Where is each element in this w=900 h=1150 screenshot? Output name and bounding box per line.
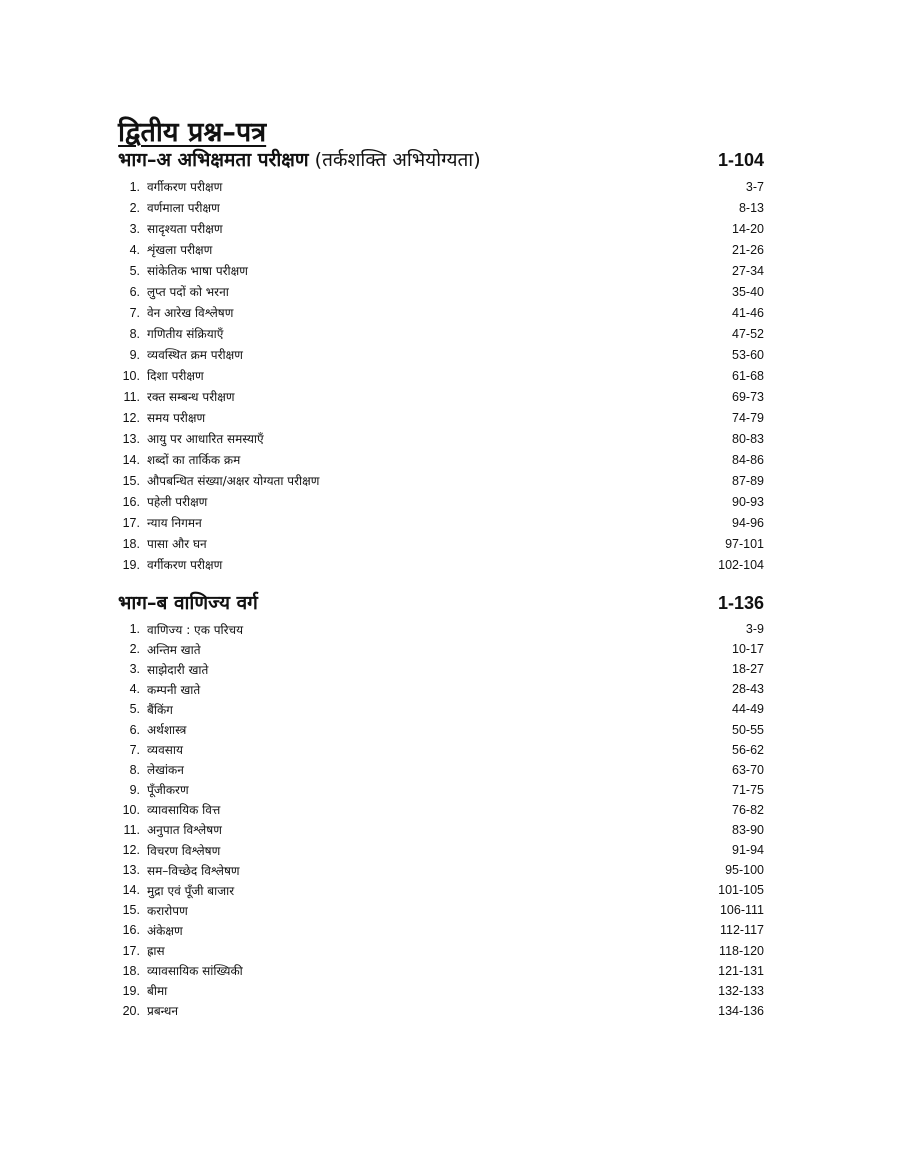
toc-entry-pages: 112-117	[719, 923, 764, 938]
toc-entry	[118, 961, 764, 981]
toc-entry-title: रक्त सम्बन्ध परीक्षण	[147, 390, 235, 404]
toc-entry-title: मुद्रा एवं पूँजी बाजार	[147, 883, 235, 898]
toc-entry	[118, 554, 764, 575]
toc-entry-number: 15.	[122, 473, 140, 488]
toc-entry-pages: 18-27	[732, 662, 764, 677]
toc-entry-title: शृंखला परीक्षण	[147, 243, 213, 257]
toc-entry-title: बैंकिंग	[147, 702, 173, 717]
toc-entry-title: अन्तिम खाते	[147, 642, 201, 657]
toc-entry	[118, 679, 764, 699]
toc-entry-number: 10.	[122, 802, 140, 817]
toc-list	[118, 176, 764, 575]
toc-entry	[118, 218, 764, 239]
toc-entry-number: 11.	[123, 389, 140, 404]
section-a	[118, 146, 764, 575]
toc-entry-number: 2.	[129, 200, 140, 215]
toc-entry	[118, 470, 764, 491]
toc-entry-pages: 84-86	[732, 452, 764, 467]
toc-entry-number: 7.	[129, 742, 140, 757]
toc-entry-pages: 121-131	[718, 963, 764, 978]
toc-entry-pages: 71-75	[732, 782, 764, 797]
toc-entry-title: सादृश्यता परीक्षण	[147, 222, 223, 236]
toc-entry-pages: 10-17	[732, 642, 764, 657]
toc-entry	[118, 880, 764, 900]
section-header	[118, 146, 764, 174]
toc-entry-title: गणितीय संक्रियाएँ	[147, 327, 224, 341]
section-b	[118, 589, 764, 1021]
toc-entry-pages: 83-90	[732, 822, 764, 837]
section-title	[118, 589, 258, 615]
toc-entry-title: व्यावसायिक सांख्यिकी	[147, 964, 243, 979]
toc-entry-pages: 21-26	[732, 242, 764, 257]
toc-entry-pages: 3-9	[745, 622, 764, 637]
toc-entry-number: 4.	[129, 242, 140, 257]
toc-entry-title: ह्रास	[147, 944, 165, 959]
toc-entry-pages: 106-111	[719, 903, 764, 918]
toc-entry-number: 19.	[122, 983, 140, 998]
toc-entry-pages: 3-7	[745, 179, 764, 194]
toc-entry-title: प्रबन्धन	[147, 1004, 179, 1019]
toc-entry-title: व्यवसाय	[147, 743, 183, 758]
toc-entry-title: लुप्त पदों को भरना	[147, 285, 229, 299]
toc-entry-number: 10.	[122, 368, 140, 383]
toc-entry-number: 3.	[129, 221, 140, 236]
toc-entry-pages: 102-104	[718, 557, 764, 572]
page-title: द्वितीय प्रश्न–पत्र	[118, 117, 267, 148]
toc-entry	[118, 428, 764, 449]
toc-entry-title: पूँजीकरण	[147, 783, 189, 798]
toc-entry	[118, 719, 764, 739]
toc-entry-number: 11.	[123, 822, 140, 837]
toc-entry-number: 6.	[129, 284, 140, 299]
toc-entry	[118, 239, 764, 260]
toc-entry	[118, 407, 764, 428]
toc-entry-number: 1.	[129, 179, 140, 194]
toc-entry-title: समय परीक्षण	[147, 411, 206, 425]
toc-entry	[118, 323, 764, 344]
toc-entry-title: वेन आरेख विश्लेषण	[147, 306, 234, 320]
section-title-main: भाग–अ अभिक्षमता परीक्षण	[118, 149, 309, 171]
toc-entry-pages: 8-13	[738, 200, 764, 215]
toc-entry-number: 16.	[122, 494, 140, 509]
toc-entry	[118, 860, 764, 880]
toc-entry-title: वाणिज्य : एक परिचय	[147, 622, 244, 637]
toc-entry	[118, 302, 764, 323]
toc-entry-title: वर्गीकरण परीक्षण	[147, 180, 223, 194]
toc-entry-pages: 90-93	[732, 494, 764, 509]
toc-entry-pages: 132-133	[718, 983, 764, 998]
toc-entry-title: वर्गीकरण परीक्षण	[147, 558, 223, 572]
toc-entry-pages: 27-34	[732, 263, 764, 278]
toc-entry-number: 18.	[122, 536, 140, 551]
toc-entry	[118, 659, 764, 679]
toc-entry	[118, 941, 764, 961]
toc-entry-pages: 94-96	[732, 515, 764, 530]
toc-entry-title: सम–विच्छेद विश्लेषण	[147, 863, 240, 878]
toc-entry	[118, 176, 764, 197]
toc-entry-number: 12.	[122, 410, 140, 425]
toc-entry	[118, 800, 764, 820]
toc-entry-title: औपबन्धित संख्या/अक्षर योग्यता परीक्षण	[147, 474, 320, 488]
toc-entry	[118, 920, 764, 940]
toc-entry-number: 7.	[129, 305, 140, 320]
toc-entry-title: दिशा परीक्षण	[147, 369, 204, 383]
toc-entry-title: लेखांकन	[147, 763, 184, 778]
toc-entry	[118, 512, 764, 533]
toc-entry-number: 4.	[129, 682, 140, 697]
toc-entry-pages: 97-101	[725, 536, 764, 551]
toc-entry	[118, 449, 764, 470]
toc-entry-pages: 101-105	[718, 883, 764, 898]
toc-entry-number: 14.	[122, 883, 140, 898]
toc-entry-number: 2.	[129, 642, 140, 657]
toc-entry-number: 5.	[129, 263, 140, 278]
toc-entry	[118, 619, 764, 639]
toc-entry-pages: 69-73	[732, 389, 764, 404]
toc-entry-number: 20.	[122, 1003, 140, 1018]
toc-entry-number: 8.	[129, 762, 140, 777]
section-title-subtitle: (तर्कशक्ति अभियोग्यता)	[314, 149, 481, 171]
toc-entry-number: 15.	[122, 903, 140, 918]
toc-entry-number: 17.	[122, 943, 140, 958]
toc-entry-title: कम्पनी खाते	[147, 682, 201, 697]
toc-entry	[118, 197, 764, 218]
toc-entry-title: अंकेक्षण	[147, 923, 183, 938]
toc-entry	[118, 639, 764, 659]
toc-entry-number: 9.	[129, 347, 140, 362]
toc-entry-pages: 91-94	[732, 843, 764, 858]
section-title	[118, 146, 481, 172]
toc-entry-pages: 44-49	[732, 702, 764, 717]
toc-entry-title: शब्दों का तार्किक क्रम	[147, 453, 241, 467]
toc-entry-title: न्याय निगमन	[147, 516, 202, 530]
toc-entry-title: अनुपात विश्लेषण	[147, 823, 222, 838]
toc-entry-pages: 74-79	[732, 410, 764, 425]
toc-entry	[118, 840, 764, 860]
toc-entry	[118, 900, 764, 920]
toc-entry-pages: 87-89	[732, 473, 764, 488]
toc-entry	[118, 760, 764, 780]
toc-entry	[118, 740, 764, 760]
toc-entry-title: साझेदारी खाते	[147, 662, 209, 677]
toc-entry	[118, 386, 764, 407]
toc-entry-title: बीमा	[147, 984, 168, 999]
toc-entry-pages: 76-82	[732, 802, 764, 817]
toc-entry-pages: 50-55	[732, 722, 764, 737]
toc-entry-number: 1.	[129, 622, 140, 637]
toc-entry-title: पहेली परीक्षण	[147, 495, 208, 509]
toc-entry-title: करारोपण	[147, 903, 188, 918]
toc-entry-number: 9.	[129, 782, 140, 797]
toc-entry-number: 5.	[129, 702, 140, 717]
toc-entry-pages: 47-52	[732, 326, 764, 341]
toc-entry-number: 8.	[129, 326, 140, 341]
toc-entry	[118, 344, 764, 365]
toc-entry	[118, 1001, 764, 1021]
toc-entry-number: 19.	[122, 557, 140, 572]
toc-entry-pages: 118-120	[719, 943, 764, 958]
section-page-range: 1-104	[717, 150, 764, 170]
toc-entry-title: व्यवस्थित क्रम परीक्षण	[147, 348, 243, 362]
toc-entry-title: सांकेतिक भाषा परीक्षण	[147, 264, 248, 278]
toc-entry-title: पासा और घन	[147, 537, 207, 551]
toc-entry	[118, 820, 764, 840]
toc-entry-pages: 41-46	[732, 305, 764, 320]
toc-list	[118, 619, 764, 1021]
section-page-range: 1-136	[717, 593, 764, 613]
toc-entry-pages: 28-43	[732, 682, 764, 697]
toc-entry-pages: 56-62	[732, 742, 764, 757]
toc-entry-pages: 134-136	[718, 1003, 764, 1018]
toc-entry-number: 16.	[122, 923, 140, 938]
toc-entry-pages: 95-100	[725, 863, 764, 878]
toc-entry	[118, 780, 764, 800]
toc-entry-pages: 14-20	[732, 221, 764, 236]
toc-entry	[118, 533, 764, 554]
toc-entry-number: 14.	[122, 452, 140, 467]
section-title-main: भाग–ब वाणिज्य वर्ग	[118, 592, 258, 614]
toc-entry-pages: 80-83	[732, 431, 764, 446]
toc-entry-number: 13.	[122, 863, 140, 878]
toc-entry	[118, 981, 764, 1001]
toc-entry-pages: 63-70	[732, 762, 764, 777]
toc-entry	[118, 365, 764, 386]
toc-entry-title: वर्णमाला परीक्षण	[147, 201, 220, 215]
toc-entry-pages: 53-60	[732, 347, 764, 362]
toc-entry-number: 17.	[122, 515, 140, 530]
toc-entry-title: आयु पर आधारित समस्याएँ	[147, 432, 264, 446]
toc-entry	[118, 699, 764, 719]
toc-entry	[118, 491, 764, 512]
toc-entry	[118, 260, 764, 281]
toc-entry-title: व्यावसायिक वित्त	[147, 803, 221, 818]
toc-entry-title: विचरण विश्लेषण	[147, 843, 221, 858]
toc-entry-number: 3.	[129, 662, 140, 677]
toc-entry-pages: 61-68	[732, 368, 764, 383]
section-header	[118, 589, 764, 617]
toc-entry-number: 13.	[122, 431, 140, 446]
toc-entry-pages: 35-40	[732, 284, 764, 299]
toc-entry-number: 6.	[129, 722, 140, 737]
toc-entry	[118, 281, 764, 302]
toc-entry-number: 12.	[122, 843, 140, 858]
toc-entry-title: अर्थशास्त्र	[147, 723, 187, 738]
toc-entry-number: 18.	[122, 963, 140, 978]
